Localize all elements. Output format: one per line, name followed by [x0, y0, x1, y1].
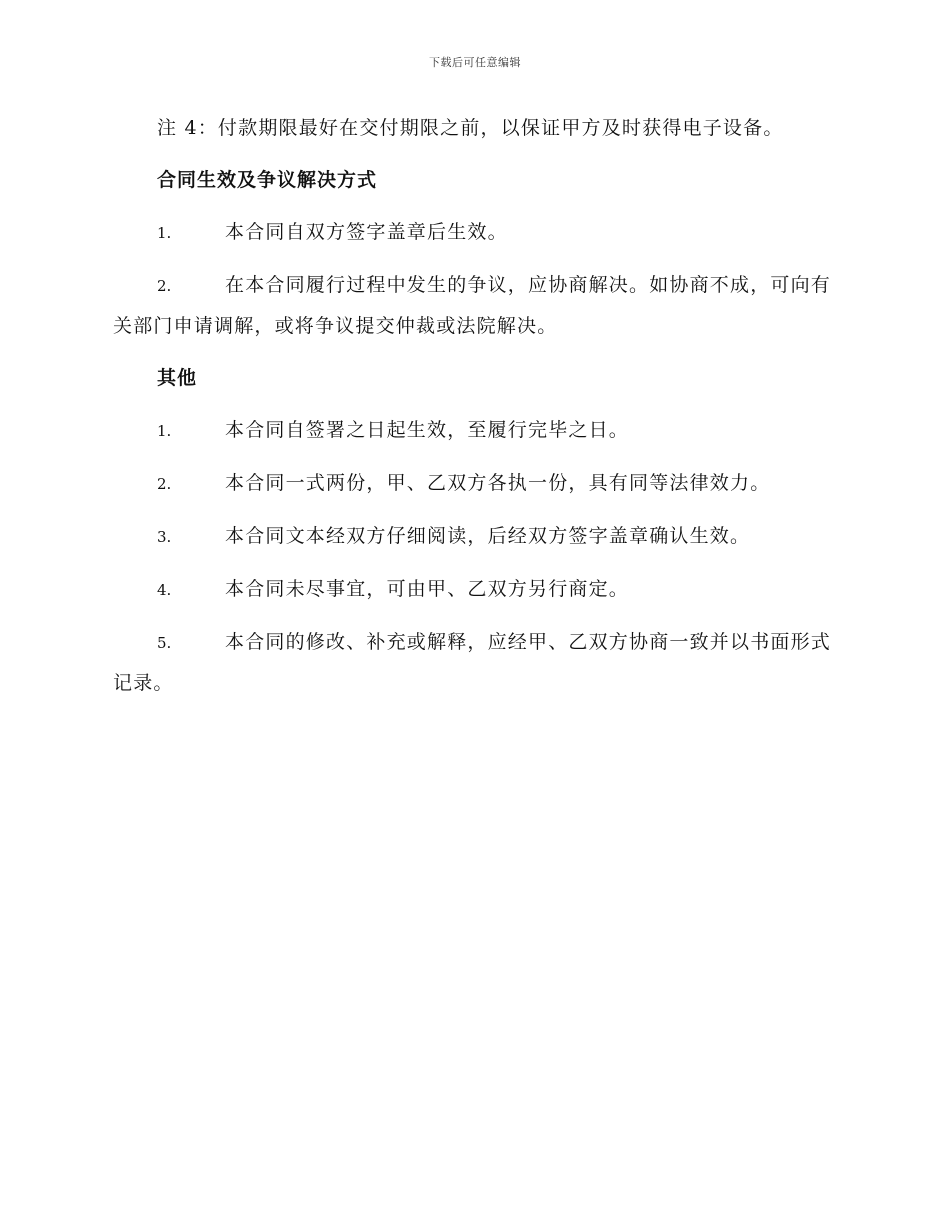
section-heading-other: 其他	[157, 367, 198, 389]
list-item	[113, 265, 837, 346]
list-item	[113, 410, 837, 451]
list-item-number: 2.	[157, 277, 172, 295]
list-item	[113, 516, 837, 557]
list-item-text: 本合同未尽事宜，可由甲、乙双方另行商定。	[225, 578, 630, 600]
list-item-text: 本合同的修改、补充或解释，应经甲、乙双方协商一致并以书面形式记录。	[113, 631, 832, 694]
list-item	[113, 569, 837, 610]
list-item	[113, 622, 837, 703]
list-item-text: 本合同一式两份，甲、乙双方各执一份，具有同等法律效力。	[225, 472, 771, 494]
list-item-text: 本合同自双方签字盖章后生效。	[225, 221, 508, 243]
list-item	[113, 212, 837, 253]
list-item-text: 本合同自签署之日起生效，至履行完毕之日。	[225, 419, 630, 441]
list-item-number: 1.	[157, 422, 172, 440]
list-item-number: 2.	[157, 475, 172, 493]
document-body	[113, 108, 837, 715]
list-item-number: 4.	[157, 581, 172, 599]
section-heading-effect: 合同生效及争议解决方式	[157, 169, 378, 191]
note-4-paragraph: 注 4：付款期限最好在交付期限之前，以保证甲方及时获得电子设备。	[157, 117, 784, 139]
list-item-number: 1.	[157, 224, 172, 242]
list-item	[113, 463, 837, 504]
header-note: 下载后可任意编辑	[429, 56, 521, 69]
list-item-text: 本合同文本经双方仔细阅读，后经双方签字盖章确认生效。	[225, 525, 751, 547]
list-item-number: 5.	[157, 634, 172, 652]
list-item-text: 在本合同履行过程中发生的争议，应协商解决。如协商不成，可向有关部门申请调解，或将争议提交仲裁或法院解决。	[113, 274, 832, 337]
list-item-number: 3.	[157, 528, 172, 546]
